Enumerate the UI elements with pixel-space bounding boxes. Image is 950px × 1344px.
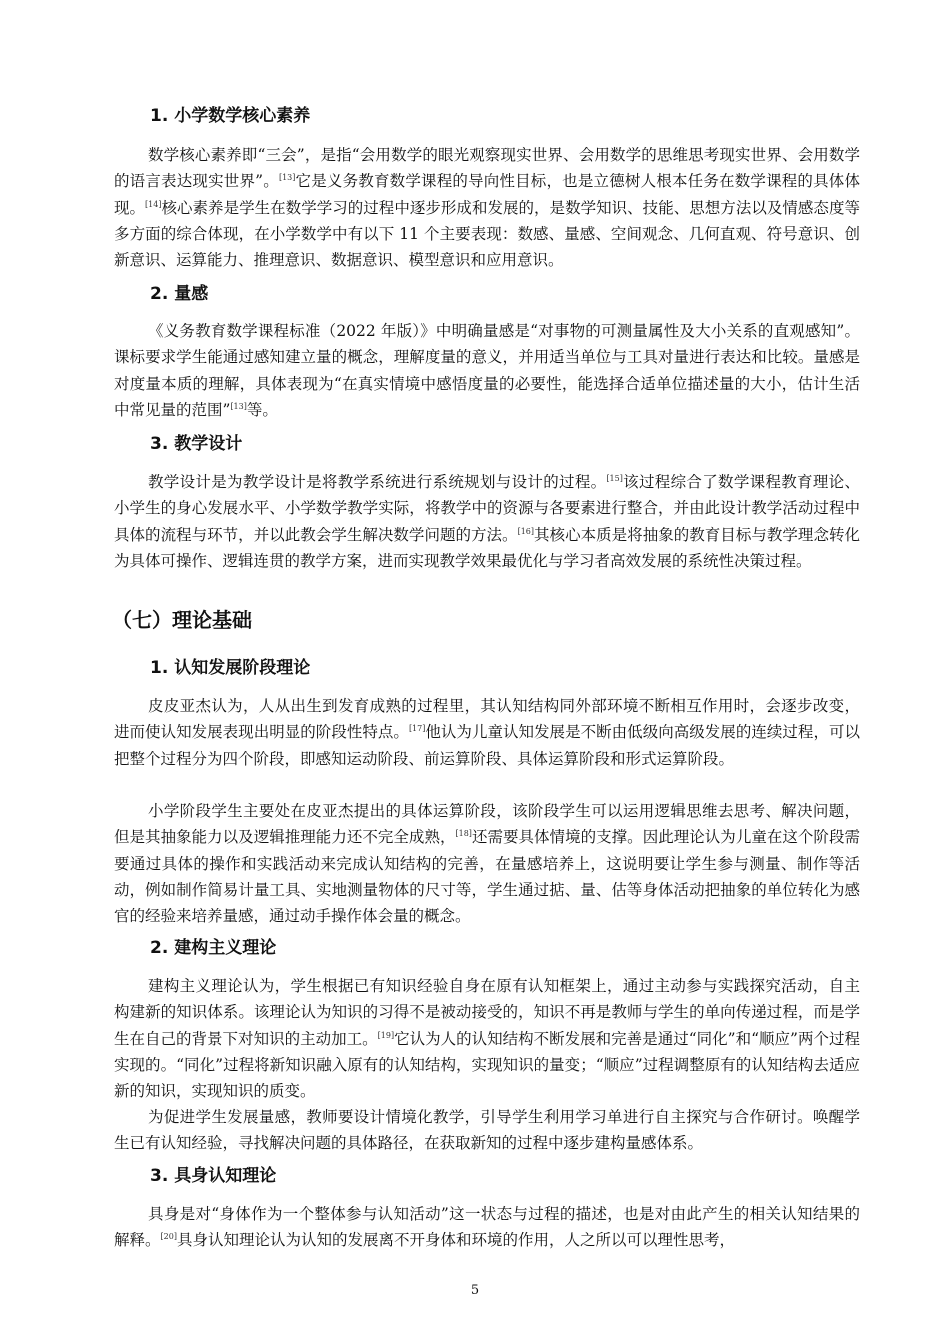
- paragraph-piaget-2: 小学阶段学生主要处在皮亚杰提出的具体运算阶段，该阶段学生可以运用逻辑思维去思考、解决问题，但是其抽象能力以及逻辑推理能力还不完全成熟，[18]还需要具体情境的支撑。因此理论认为儿童在这个阶段需要通过具体的操作和实践活动来完成认知结构的完善，在量感培养上，这说明要让学生参与测量、制作等活动，例如制作简易计量工具、实地测量物体的尺寸等，学生通过掂、量、估等身体活动把抽象的单位转化为感官的经验来培养量感，通过动手操作体会量的概念。: [114, 802, 860, 926]
- chapter-heading-theory: （七）理论基础: [112, 608, 252, 632]
- paragraph-core-literacy: 数学核心素养即“三会”，是指“会用数学的眼光观察现实世界、会用数学的思维思考现实世界、会用数学的语言表达现实世界”。[13]它是义务教育数学课程的导向性目标，也是立德树人根本任务在数学课程的具体体现。[14]核心素养是学生在数学学习的过程中逐步形成和发展的，是数学知识、技能、思想方法以及情感态度等多方面的综合体现，在小学数学中有以下 11 个主要表现：数感、量感、空间观念、几何直观、符号意识、创新意识、运算能力、推理意识、数据意识、模型意识和应用意识。: [114, 146, 860, 270]
- citation-14: [14]: [145, 199, 162, 209]
- section-heading-core-literacy: 1. 小学数学核心素养: [150, 106, 311, 126]
- citation-20: [20]: [160, 1232, 177, 1242]
- paragraph-piaget-1: 皮皮亚杰认为，人从出生到发育成熟的过程里，其认知结构同外部环境不断相互作用时，会逐步改变，进而使认知发展表现出明显的阶段性特点。[17]他认为儿童认知发展是不断由低级向高级发展的连续过程，可以把整个过程分为四个阶段，即感知运动阶段、前运算阶段、具体运算阶段和形式运算阶段。: [114, 697, 860, 768]
- citation-17: [17]: [408, 724, 426, 734]
- citation-13: [13]: [278, 173, 296, 183]
- citation-16: [16]: [517, 526, 535, 536]
- paragraph-quantity-sense: 《义务教育数学课程标准（2022 年版）》中明确量感是“对事物的可测量属性及大小关系的直观感知”。课标要求学生能通过感知建立量的概念，理解度量的意义，并用适当单位与工具对量进行表达和比较。量感是对度量本质的理解，具体表现为“在真实情境中感悟度量的必要性，能选择合适单位描述量的大小，估计生活中常见量的范围”[13]等。: [114, 322, 860, 419]
- paragraph-constructivism-2: 为促进学生发展量感，教师要设计情境化教学，引导学生利用学习单进行自主探究与合作研讨。唤醒学生已有认知经验，寻找解决问题的具体路径，在获取新知的过程中逐步建构量感体系。: [114, 1108, 860, 1153]
- citation-13: [13]: [230, 401, 247, 411]
- paragraph-teaching-design: 教学设计是为教学设计是将教学系统进行系统规划与设计的过程。[15]该过程综合了数学课程教育理论、小学生的身心发展水平、小学数学教学实际，将教学中的资源与各要素进行整合，并由此设计教学活动过程中具体的流程与环节，并以此教会学生解决数学问题的方法。[16]其核心本质是将抽象的教育目标与教学理念转化为具体可操作、逻辑连贯的教学方案，进而实现教学效果最优化与学习者高效发展的系统性决策过程。: [114, 473, 860, 570]
- section-heading-quantity-sense: 2. 量感: [150, 284, 209, 304]
- section-heading-constructivism: 2. 建构主义理论: [150, 938, 277, 958]
- citation-19: [19]: [377, 1030, 395, 1040]
- section-heading-teaching-design: 3. 教学设计: [150, 434, 243, 454]
- citation-18: [18]: [455, 829, 472, 839]
- page-number: 5: [470, 1283, 480, 1298]
- paragraph-constructivism-1: 建构主义理论认为，学生根据已有知识经验自身在原有认知框架上，通过主动参与实践探究活动，自主构建新的知识体系。该理论认为知识的习得不是被动接受的，知识不再是教师与学生的单向传递过程，而是学生在自己的背景下对知识的主动加工。[19]它认为人的认知结构不断发展和完善是通过“同化”和“顺应”两个过程实现的。“同化”过程将新知识融入原有的认知结构，实现知识的量变；“顺应”过程调整原有的认知结构去适应新的知识，实现知识的质变。: [114, 977, 860, 1101]
- section-heading-embodied-cognition: 3. 具身认知理论: [150, 1166, 277, 1186]
- citation-15: [15]: [606, 474, 623, 483]
- section-heading-cognitive-development: 1. 认知发展阶段理论: [150, 658, 311, 678]
- paragraph-embodied-cognition: 具身是对“身体作为一个整体参与认知活动”这一状态与过程的描述，也是对由此产生的相关认知结果的解释。[20]具身认知理论认为认知的发展离不开身体和环境的作用，人之所以可以理性思考，: [114, 1205, 860, 1250]
